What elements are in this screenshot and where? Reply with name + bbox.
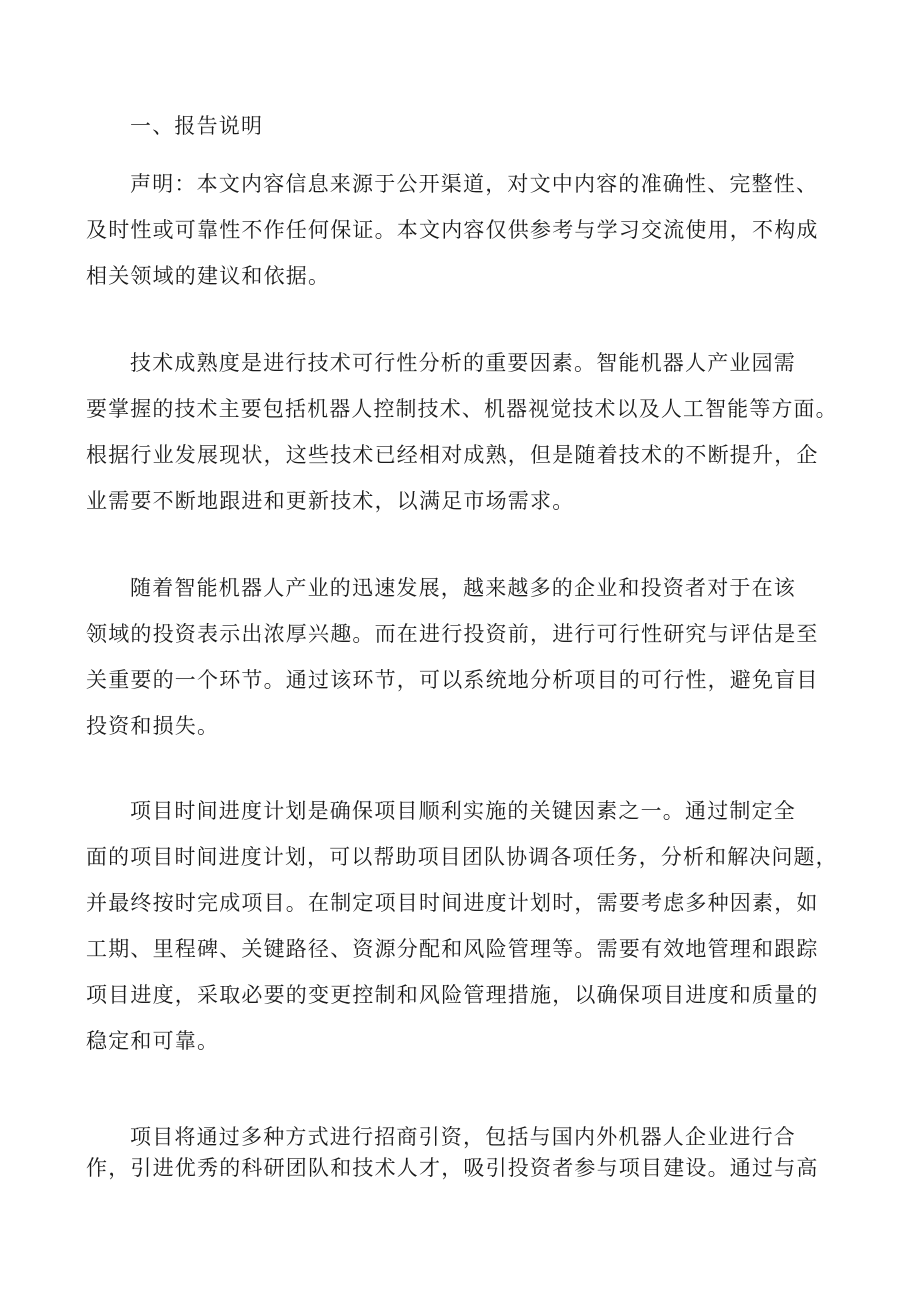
paragraph-line: 声明：本文内容信息来源于公开渠道，对文中内容的准确性、完整性、 [130, 172, 819, 196]
paragraph-line: 面的项目时间进度计划，可以帮助项目团队协调各项任务，分析和解决问题， [86, 845, 838, 869]
paragraph-line: 项目将通过多种方式进行招商引资，包括与国内外机器人企业进行合 [130, 1125, 796, 1149]
paragraph-line: 项目时间进度计划是确保项目顺利实施的关键因素之一。通过制定全 [130, 799, 796, 823]
section-heading: 一、报告说明 [130, 114, 264, 138]
paragraph-line: 投资和损失。 [86, 714, 220, 738]
paragraph-line: 及时性或可靠性不作任何保证。本文内容仅供参考与学习交流使用，不构成 [86, 218, 819, 242]
paragraph-line: 领域的投资表示出浓厚兴趣。而在进行投资前，进行可行性研究与评估是至 [86, 622, 819, 646]
paragraph-line: 技术成熟度是进行技术可行性分析的重要因素。智能机器人产业园需 [130, 351, 796, 375]
paragraph-line: 业需要不断地跟进和更新技术，以满足市场需求。 [86, 489, 575, 513]
paragraph-schedule [86, 788, 838, 1064]
paragraph-line: 要掌握的技术主要包括机器人控制技术、机器视觉技术以及人工智能等方面。 [86, 397, 838, 421]
paragraph-line: 随着智能机器人产业的迅速发展，越来越多的企业和投资者对于在该 [130, 576, 796, 600]
paragraph-attract-investment [86, 1122, 838, 1184]
paragraph-line: 稳定和可靠。 [86, 1029, 220, 1053]
paragraph-line: 作，引进优秀的科研团队和技术人才，吸引投资者参与项目建设。通过与高 [86, 1156, 819, 1180]
paragraph-line: 根据行业发展现状，这些技术已经相对成熟，但是随着技术的不断提升，企 [86, 443, 819, 467]
paragraph-line: 工期、里程碑、关键路径、资源分配和风险管理等。需要有效地管理和跟踪 [86, 937, 819, 961]
paragraph-line: 相关领域的建议和依据。 [86, 264, 331, 288]
paragraph-line: 关重要的一个环节。通过该环节，可以系统地分析项目的可行性，避免盲目 [86, 668, 819, 692]
paragraph-investment [86, 565, 838, 749]
paragraph-disclaimer [86, 161, 838, 299]
paragraph-tech-maturity [86, 340, 838, 524]
paragraph-line: 项目进度，采取必要的变更控制和风险管理措施，以确保项目进度和质量的 [86, 983, 819, 1007]
paragraph-line: 并最终按时完成项目。在制定项目时间进度计划时，需要考虑多种因素，如 [86, 891, 819, 915]
